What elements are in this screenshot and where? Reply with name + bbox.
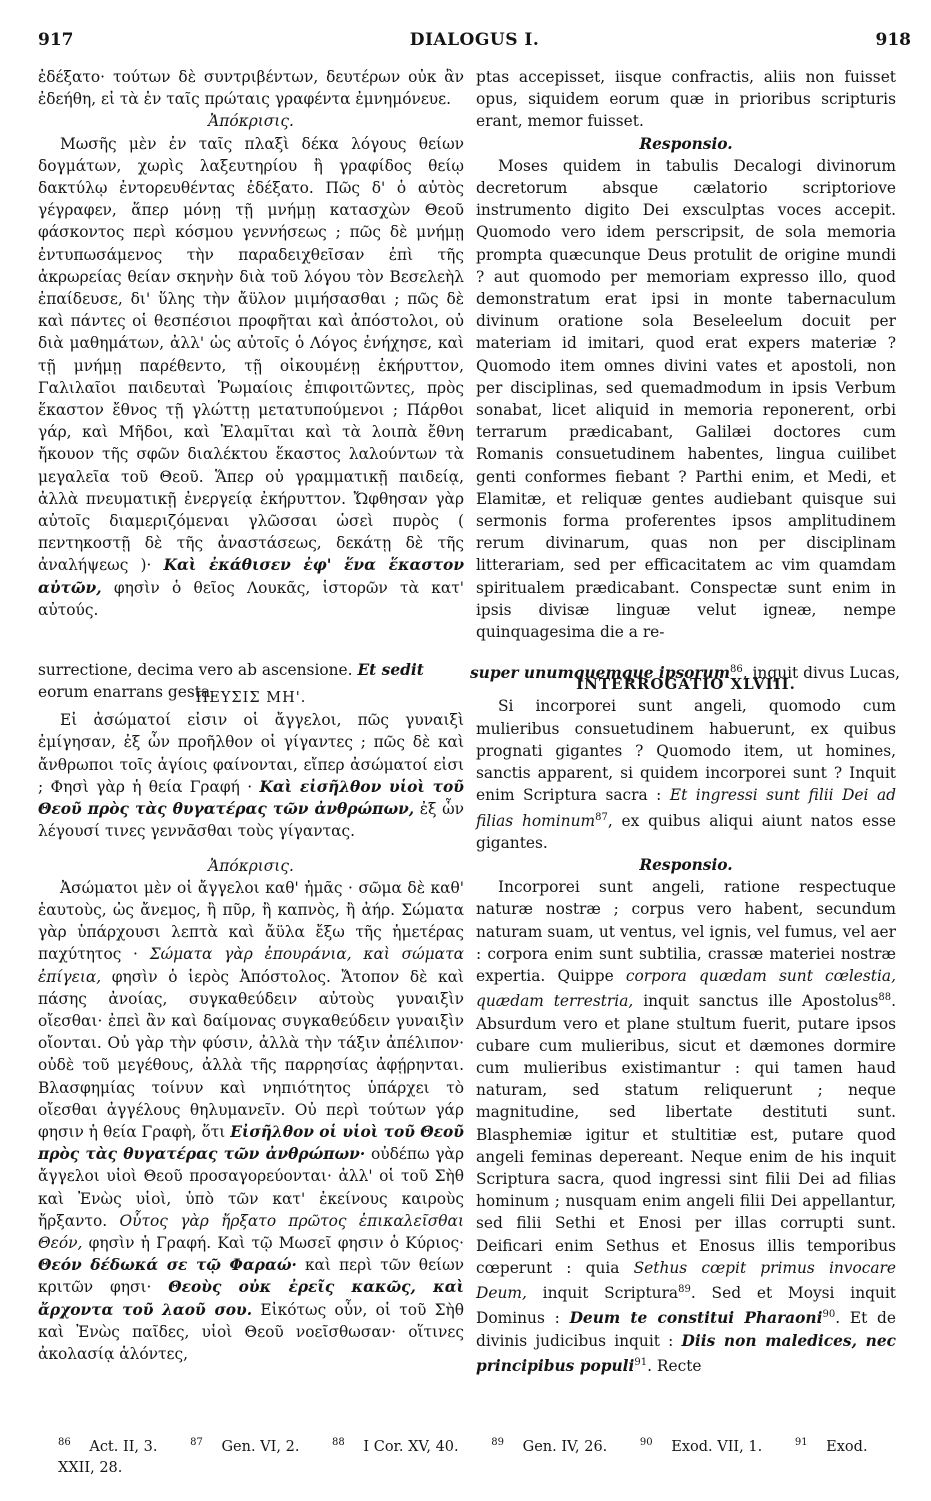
latin-r2-text-a: Incorporei sunt angeli, ratione respectuque naturæ nostræ ; corpus vero habent, secundum naturam suam, ut ventus, vel ignis, vel fumus, vel aer : corpora enim sunt subtilia, crassæ materiei nostræ expertia. Quippe [476,878,896,986]
footnote-number: 91 [794,1437,808,1448]
latin-response2-paragraph [476,876,896,1377]
greek-response-heading: Ἀπόκρισις. [208,112,294,131]
footnote-item [58,1439,172,1455]
latin-r2-text-d: inquit Scriptura [542,1284,679,1303]
latin-question-paragraph [476,695,896,854]
span-right-part [470,659,900,684]
span-left-text: surrectione, decima vero ab ascensione. [38,661,353,679]
greek-r2-text-b: φησὶν ὁ ἱερὸς Ἀπόστολος. Ἄτοπον δὲ καὶ πάσης ἀνοίας, συγκαθεύδειν αὐτοὺς γυναιξὶν οἴεσθαι· ἐπεὶ ἂν καὶ δαίμονας συγκαθεύδειν γυναιξὶν οἴονται. Οὐ γὰρ τὴν φύσιν, ἀλλὰ τὴν τάξιν ἀπέλιπον· οὐδὲ τοῦ μεγέθους, ἀλλὰ τῆς παρρησίας ἀφῄρηνται. Βλασφημίας τοίνυν καὶ νηπιότητος ὑπάρχει τὸ οἴεσθαι ἀγγέλους θηλυμανεῖν. Οὐ περὶ τούτων γάρ φησιν ἡ θεία Γραφὴ, ὅτι [38,967,464,1141]
greek-response-quote: Καὶ ἐκάθισεν ἐφ' ἕνα ἕκαστον αὐτῶν, [38,556,464,597]
latin-intro-paragraph: ptas accepisset, iisque confractis, aliis non fuisset opus, siquidem eorum quæ in prioribus scripturis erant, memor fuisset. [476,68,896,131]
footnote-item [491,1439,621,1455]
footnote-item [190,1439,313,1455]
span-right-text: , inquit divus Lucas, [742,664,900,683]
latin-r2-text-c: . Absurdum vero et plane stultum fuerit, putare ipsos cubare cum mulieribus, sicut et dæmones dormire cum mulieribus existimantur : qui tamen haud naturam, sed statum reliquerunt ; neque magnitudine, sed libertate destituti sunt. Blasphemiæ igitur et stultitiæ est, putare quod angeli feminas depereant. Neque enim de his inquit Scriptura sacra, quod ingressi sint filii Dei ad filias hominum ; nusquam enim angeli filii Dei appellantur, sed filii Sethi et Enosi per illas corrupti sunt. Deificari enim Sethus et Enosus illis temporibus cœperunt : quia [476,992,896,1277]
footnote-number: 89 [491,1437,504,1448]
spanning-line [38,659,898,703]
latin-r2-quote-3: Deum te constitui Pharaoni [569,1309,823,1328]
page-number-left: 917 [38,30,74,50]
footnote-number: 87 [190,1437,203,1448]
latin-r2-quote-2: Sethus cœpit primus invocare Deum, [476,1258,896,1303]
footnote-marker: 88 [878,992,892,1004]
footnote-marker: 86 [729,664,743,675]
greek-r2-quote-2: Εἰσῆλθον οἱ υἱοὶ τοῦ Θεοῦ πρὸς τὰς θυγατέρας τῶν ἀνθρώπων· [38,1122,464,1164]
running-title: DIALOGUS I. [409,30,540,50]
greek-r2-text-a: Ἀσώματοι μὲν οἱ ἄγγελοι καθ' ἡμᾶς · σῶμα δὲ καθ' ἑαυτοὺς, ὡς ἄνεμος, ἢ πῦρ, ἢ καπνὸς, ἢ ἀήρ. Σώματα γὰρ ὑπάρχουσι λεπτὰ καὶ ἄϋλα ἔξω τῆς ἡμετέρας παχύτητος · [38,878,464,964]
greek-r2-text-f: Εἰκότως οὖν, οἱ τοῦ Σὴθ καὶ Ἐνὼς παῖδες, υἱοὶ Θεοῦ νοεῖσθωσαν· οἵτινες ἀκολασίᾳ ἁλόντες, [38,1300,464,1363]
footnotes [58,1432,898,1479]
footnote-ref: Act. II, 3. [89,1438,158,1455]
greek-r2-quote-1: Σώματα γὰρ ἐπουράνια, καὶ σώματα ἐπίγεια, [38,945,464,986]
latin-q-text-a: Si incorporei sunt angeli, quomodo cum mulieribus consuetudinem habuerunt, ex quibus prognati gigantes ? Quomodo item, ut homines, sanctis apparent, si quidem incorporei sunt ? Inquit enim Scriptura sacra : [476,697,896,805]
latin-question-heading: INTERROGATIO XLVIII. [576,675,796,694]
latin-r2-text-f: . Et de divinis judicibus inquit : [476,1309,896,1350]
footnote-number: 88 [332,1437,345,1448]
greek-response2-paragraph [38,877,464,1365]
latin-r2-quote-4: Diis non maledices, nec principibus populi [476,1331,896,1375]
latin-r2-text-g: . Recte [647,1357,702,1375]
span-right-quote: super unumquemque ipsorum [470,664,730,683]
greek-question-heading: ΠΕΥΣΙΣ ΜΗ'. [195,690,307,707]
footnote-ref: Exod. XXII, 28. [58,1438,868,1476]
latin-q-quote: Et ingressi sunt filii Dei ad filias hominum [476,786,896,830]
span-left-quote: Et sedit [357,661,424,679]
span-continuation: eorum enarrans gesta. [38,683,216,701]
footnote-ref: Exod. VII, 1. [671,1438,763,1455]
greek-intro-paragraph: ἐδέξατο· τούτων δὲ συντριβέντων, δευτέρων οὐκ ἂν ἐδεήθη, εἰ τὰ ἐν ταῖς πρώταις γραφέντα ἐμνημόνευε. [38,68,464,109]
greek-column [38,66,464,1365]
footnote-ref: Gen. IV, 26. [522,1438,608,1455]
latin-response-heading: Responsio. [639,134,733,153]
greek-question-quote: Καὶ εἰσῆλθον υἱοὶ τοῦ Θεοῦ πρὸς τὰς θυγατέρας τῶν ἀνθρώπων, [38,777,464,819]
footnote-item [640,1439,776,1455]
latin-q-text-b: , ex quibus aliqui aiunt natos esse gigantes. [476,811,896,852]
footnote-ref: Gen. VI, 2. [221,1438,300,1455]
greek-r2-quote-5: Θεοὺς οὐκ ἐρεῖς κακῶς, καὶ ἄρχοντα τοῦ λαοῦ σου. [38,1278,464,1319]
latin-r2-text-b: inquit sanctus ille Apostolus [643,992,879,1011]
latin-column [476,66,896,1377]
footnote-number: 90 [639,1437,653,1448]
page-number-right: 918 [875,30,911,50]
latin-r2-quote-1: corpora quædam sunt cœlestia, quædam terrestria, [476,967,896,1011]
greek-r2-quote-3: Οὗτος γὰρ ἤρξατο πρῶτος ἐπικαλεῖσθαι Θεόν, [38,1211,464,1252]
greek-r2-text-e: καὶ περὶ τῶν θείων κριτῶν φησι· [38,1256,464,1297]
greek-question-text: Εἰ ἀσώματοί εἰσιν οἱ ἄγγελοι, πῶς γυναιξὶ ἐμίγησαν, ἐξ ὧν προῆλθον οἱ γίγαντες ; πῶς δὲ καὶ ἄνθρωποι τοῖς ἁγίοις φαίνονται, εἴπερ ἀσώματοί εἰσι ; Φησὶ γὰρ ἡ θεία Γραφή · [38,711,464,796]
footnote-marker: 91 [634,1356,648,1368]
footnote-marker: 89 [678,1284,691,1296]
footnote-item [332,1439,473,1455]
greek-response-paragraph [38,133,464,621]
latin-r2-text-e: . Sed et Moysi inquit Dominus : [476,1284,896,1328]
greek-r2-text-d: φησὶν ἡ Γραφή. Καὶ τῷ Μωσεῖ φησιν ὁ Κύριος· [88,1233,464,1252]
footnote-marker: 87 [595,811,608,823]
greek-r2-text-c: οὐδέπω γὰρ ἄγγελοι υἱοὶ Θεοῦ προσαγορεύονται· ἀλλ' οἱ τοῦ Σὴθ καὶ Ἐνὼς υἱοὶ, ὑπὸ τῶν κατ' ἐκείνους καιροὺς ἤρξαντο. [38,1145,464,1230]
greek-question-text-end: ἐξ ὧν λέγουσί τινες γεννᾶσθαι τοὺς γίγαντας. [38,800,464,841]
greek-response-text: Μωσῆς μὲν ἐν ταῖς πλαξὶ δέκα λόγους θείων δογμάτων, χωρὶς λαξευτηρίου ἢ γραφίδος θείῳ δακτύλῳ ἐντορευθέντας ἐδέξατο. Πῶς δ' ὁ αὐτὸς γέγραφεν, ἅπερ μόνῃ τῇ μνήμῃ κατασχὼν Θεοῦ φάσκοντος περὶ κόσμου γεννήσεως ; πῶς δὲ μνήμῃ ἐντυπωσάμενος τὴν παραδειχθεῖσαν ἐπὶ τῆς ἀκρωρείας θείαν σκηνὴν διὰ τοῦ λόγου τὸν Βεσελεὴλ ἐπαίδευσε, δι' ὕλης τὴν ἄϋλον μιμήσασθαι ; πῶς δὲ καὶ πάντες οἱ θεσπέσιοι προφῆται καὶ ἀπόστολοι, οὐ διὰ μαθημάτων, ἀλλ' ὡς αὐτοῖς ὁ Λόγος ἐνήχησε, καὶ τῇ μνήμῃ παρέθεντο, τῇ οἰκουμένῃ ἐκήρυττον, Γαλιλαῖοι παιδευταὶ Ῥωμαίοις ἐπιφοιτῶντες, πρὸς ἕκαστον ἔθνος τῇ γλώττῃ μετατυπούμενοι ; Πάρθοι γάρ, καὶ Μῆδοι, καὶ Ἐλαμῖται καὶ τὰ λοιπὰ ἔθνη ἤκουον τῆς σφῶν διαλέκτου ἕκαστος λαλούντων τὰ μεγαλεῖα τοῦ Θεοῦ. Ἅπερ οὐ γραμματικῇ παιδείᾳ, ἀλλὰ πνευματικῇ ἐνεργείᾳ ἐκήρυττον. Ὤφθησαν γὰρ αὐτοῖς διαμεριζόμεναι γλῶσσαι ὡσεὶ πυρὸς ( πεντηκοστῇ δὲ τῆς ἀναστάσεως, δεκάτῃ δὲ τῆς ἀναλήψεως )· [38,134,464,575]
footnote-marker: 90 [822,1309,836,1321]
greek-response2-heading: Ἀπόκρισις. [208,856,294,875]
greek-response-text-end: φησὶν ὁ θεῖος Λουκᾶς, ἱστορῶν τὰ κατ' αὐτούς. [38,578,464,619]
greek-question-paragraph [38,709,464,842]
latin-response-paragraph: Moses quidem in tabulis Decalogi divinorum decretorum absque cælatorio scriptoriove instrumento digito Dei exsculptas voces accepit. Quomodo vero idem perscripsit, de sola memoria prompta quæcunque Deus protulit de origine mundi ? aut quomodo per memoriam expresso illo, quod demonstratum erat ipsi in monte tabernaculum divinum oratione sola Beseleelum docuit per materiam id imitari, quod erat expers materiæ ? Quomodo item omnes divini vates et apostoli, non per disciplinas, sed quemadmodum in ipsis Verbum sonabat, licet aliquid in memoria reponerent, orbi terrarum prædicabant, Galilæi doctores cum Romanis consuetudinem habentes, lingua cuilibet genti conformes fiebant ? Parthi enim, et Medi, et Elamitæ, et reliquæ gentes audiebant quisque sui sermonis forma proferentes ipsos amplitudinem rerum divinarum, quas non per disciplinam litterariam, sed per efficacitatem ac vim quamdam spiritualem prædicabant. Conspectæ sunt enim in ipsis divisæ linguæ velut igneæ, nempe quinquagesima die a re- [476,156,896,642]
greek-r2-quote-4: Θεόν δέδωκά σε τῷ Φαραώ· [38,1256,297,1275]
footnote-ref: I Cor. XV, 40. [363,1438,459,1455]
latin-response2-heading: Responsio. [639,856,733,875]
page-header [38,30,911,56]
footnote-number: 86 [58,1437,71,1448]
